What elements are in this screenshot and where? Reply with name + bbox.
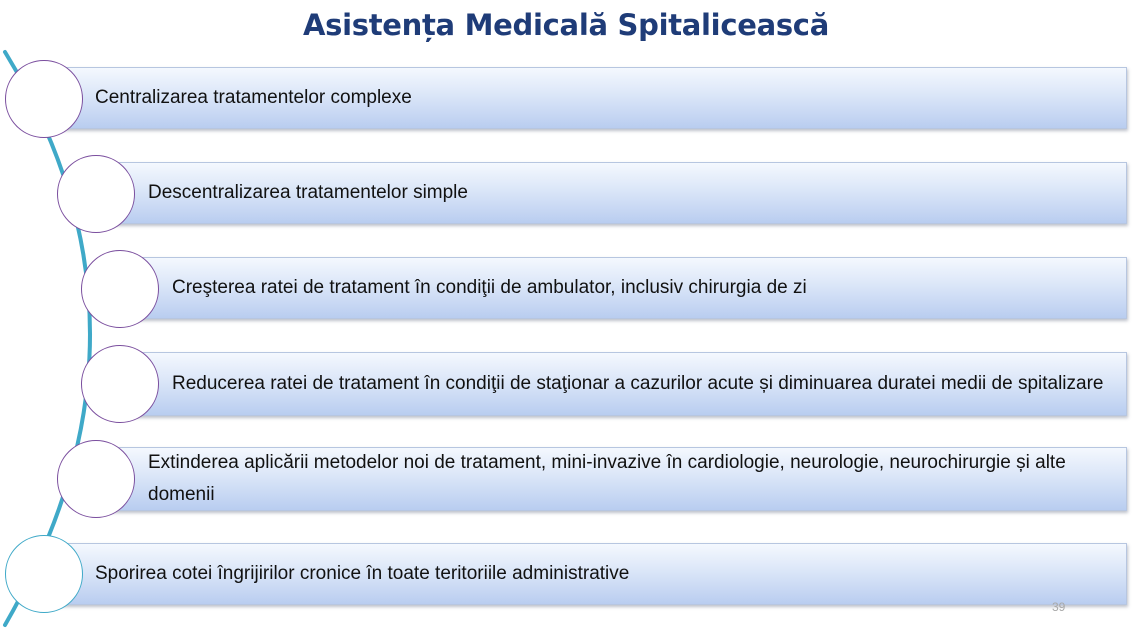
bullet-circle: [5, 60, 83, 138]
page-title: Asistența Medicală Spitalicească: [303, 8, 829, 42]
list-item: [95, 162, 1127, 224]
bullet-circle: [57, 155, 135, 233]
list-item-text: Descentralizarea tratamentelor simple: [148, 182, 468, 203]
list-item: [42, 67, 1127, 129]
list-item: [42, 543, 1127, 605]
list-item-text: Creşterea ratei de tratament în condiţii de ambulator, inclusiv chirurgia de zi: [172, 277, 807, 298]
bullet-circle: [57, 440, 135, 518]
list-item-text: Centralizarea tratamentelor complexe: [95, 87, 412, 108]
bullet-circle: [81, 345, 159, 423]
page-number: 39: [1052, 600, 1066, 614]
bullet-circle: [81, 250, 159, 328]
list-item-text: Reducerea ratei de tratament în condiţii de staţionar a cazurilor acute și diminuarea duratei medii de spitalizare: [172, 373, 1104, 394]
list-item: [95, 447, 1127, 511]
list-item-text: Sporirea cotei îngrijirilor cronice în toate teritoriile administrative: [95, 563, 630, 584]
bullet-circle: [5, 535, 83, 613]
list-item-text: Extinderea aplicării metodelor noi de tratament, mini-invazive în cardiologie, neurologie, neurochirurgie și alte domenii: [148, 452, 1066, 505]
list-item: [119, 352, 1127, 416]
list-item: [119, 257, 1127, 319]
